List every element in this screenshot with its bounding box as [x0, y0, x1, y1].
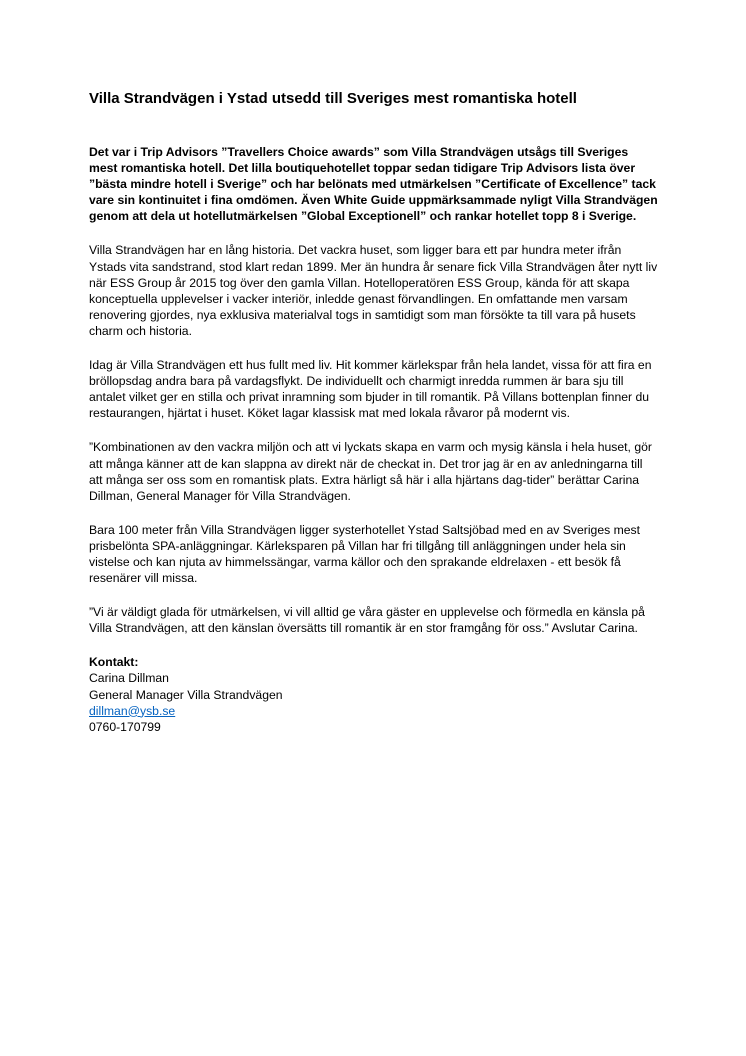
document-body	[89, 90, 659, 735]
contact-heading: Kontakt:	[89, 655, 139, 670]
page-title: Villa Strandvägen i Ystad utsedd till Sveriges mest romantiska hotell	[89, 90, 577, 107]
contact-name: Carina Dillman	[89, 671, 169, 686]
contact-email-link[interactable]: dillman@ysb.se	[89, 703, 176, 718]
body-paragraph-history: Villa Strandvägen har en lång historia. Det vackra huset, som ligger bara ett par hundra meter ifrån Ystads vita sandstrand, stod klart redan 1899. Mer än hundra år senare fick Villa Strandvägen åter nytt liv när ESS Group år 2015 tog över den gamla Villan. Hotelloperatören ESS Group, kända för att skapa konceptuella upplevelser i vacker interiör, inledde genast förvandlingen. En omfattande men varsam renovering gjordes, nya exklusiva materialval togs in samtidigt som man försökte ta till vara på husets charm och historia.	[89, 243, 658, 338]
body-paragraph-quote: ”Kombinationen av den vackra miljön och att vi lyckats skapa en varm och mysig känsla i hela huset, gör att många känner att de kan slappna av direkt när de checkat in. Det tror jag är en av anledningarna till att många ser oss som en romantisk plats. Extra härligt så här i alla hjärtans dag-tider” berättar Carina Dillman, General Manager för Villa Strandvägen.	[89, 440, 652, 503]
body-paragraph-closing-quote: ”Vi är väldigt glada för utmärkelsen, vi vill alltid ge våra gäster en upplevelse och förmedla en känsla på Villa Strandvägen, att den känslan översätts till romantik är en stor framgång för oss.” Avslutar Carina.	[89, 605, 645, 636]
contact-phone: 0760-170799	[89, 719, 161, 734]
contact-block	[89, 654, 659, 734]
body-paragraph-spa: Bara 100 meter från Villa Strandvägen ligger systerhotellet Ystad Saltsjöbad med en av Sveriges mest prisbelönta SPA-anläggningar. Kärleksparen på Villan har fri tillgång till anläggningen under hela sin vistelse och kan njuta av himmelssängar, varma källor och den sprakande eldrelaxen - ett besök få resenärer vill missa.	[89, 522, 640, 586]
lead-paragraph: Det var i Trip Advisors ”Travellers Choice awards” som Villa Strandvägen utsågs till Sveriges mest romantiska hotell. Det lilla boutiquehotellet toppar sedan tidigare Trip Advisors lista över ”bästa mindre hotell i Sverige” och har belönats med utmärkelsen ”Certificate of Excellence” tack vare sin kontinuitet i fina omdömen. Även White Guide uppmärksammade nyligt Villa Strandvägen genom att dela ut hotellutmärkelsen ”Global Exceptionell” och rankar hotellet topp 8 i Sverige.	[89, 145, 658, 224]
body-paragraph-today: Idag är Villa Strandvägen ett hus fullt med liv. Hit kommer kärlekspar från hela landet, vissa för att fira en bröllopsdag andra bara på vardagsflykt. De individuellt och charmigt inredda rummen är bara sju till antalet vilket ger en stilla och privat inramning som bjuder in till romantik. På Villans bottenplan finner du restaurangen, hjärtat i huset. Köket lagar klassisk mat med lokala råvaror på modernt vis.	[89, 358, 652, 421]
contact-role: General Manager Villa Strandvägen	[89, 687, 283, 702]
